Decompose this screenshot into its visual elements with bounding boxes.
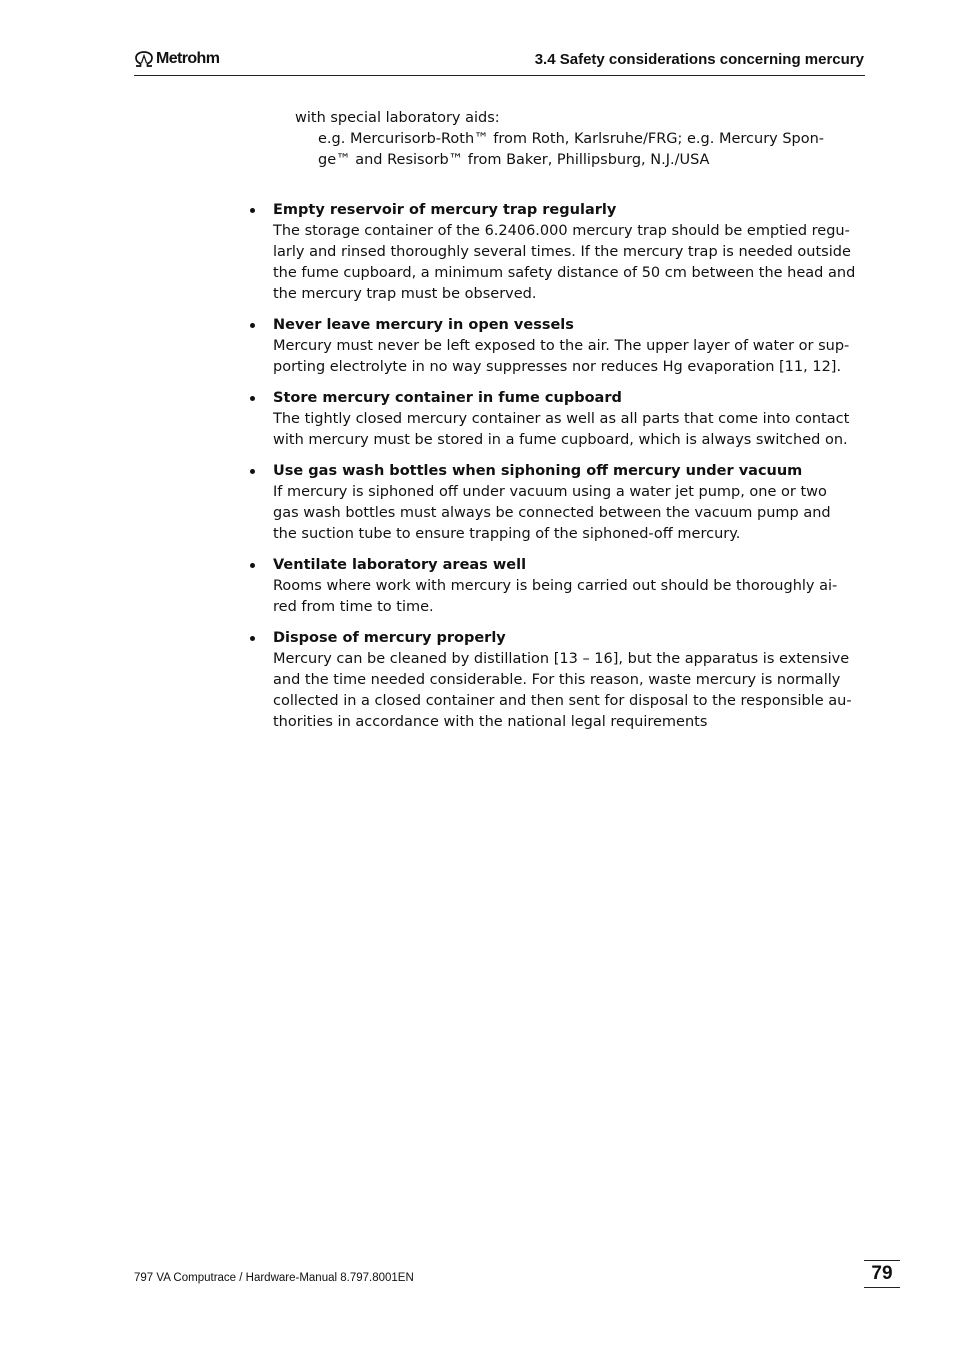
intro-line: ge™ and Resisorb™ from Baker, Phillipsburg, N.J./USA xyxy=(318,152,710,168)
bullet-title: Never leave mercury in open vessels xyxy=(273,317,574,333)
intro-line: e.g. Mercurisorb-Roth™ from Roth, Karlsruhe/FRG; e.g. Mercury Spon- xyxy=(318,131,825,147)
bullet-dot xyxy=(250,563,255,568)
bullet-dot xyxy=(250,208,255,213)
bullet-line: the fume cupboard, a minimum safety distance of 50 cm between the head and xyxy=(273,265,856,281)
bullet-line: red from time to time. xyxy=(273,599,434,615)
bullet-line: thorities in accordance with the national legal requirements xyxy=(273,714,708,730)
bullet-line: gas wash bottles must always be connected between the vacuum pump and xyxy=(273,505,831,521)
list-item xyxy=(249,555,869,618)
section-title: 3.4 Safety considerations concerning mercury xyxy=(534,51,864,68)
bullet-line: with mercury must be stored in a fume cupboard, which is always switched on. xyxy=(273,432,848,448)
bullet-title: Empty reservoir of mercury trap regularly xyxy=(273,202,617,218)
page-number: 79 xyxy=(864,1260,900,1288)
bullet-line: If mercury is siphoned off under vacuum using a water jet pump, one or two xyxy=(273,484,827,500)
bullet-title: Dispose of mercury properly xyxy=(273,630,506,646)
intro-block xyxy=(295,108,865,171)
metrohm-logo xyxy=(134,50,219,68)
bullet-line: porting electrolyte in no way suppresses nor reduces Hg evaporation [11, 12]. xyxy=(273,359,842,375)
bullet-line: larly and rinsed thoroughly several times. If the mercury trap is needed outside xyxy=(273,244,851,260)
safety-bullet-list xyxy=(249,200,869,743)
bullet-title: Ventilate laboratory areas well xyxy=(273,557,527,573)
bullet-dot xyxy=(250,323,255,328)
bullet-line: Rooms where work with mercury is being carried out should be thoroughly ai- xyxy=(273,578,838,594)
bullet-dot xyxy=(250,636,255,641)
list-item xyxy=(249,200,869,305)
bullet-line: Mercury can be cleaned by distillation [13 – 16], but the apparatus is extensive xyxy=(273,651,850,667)
intro-line: with special laboratory aids: xyxy=(295,110,500,126)
bullet-dot xyxy=(250,469,255,474)
list-item xyxy=(249,628,869,733)
bullet-line: and the time needed considerable. For this reason, waste mercury is normally xyxy=(273,672,841,688)
footer-manual-text: 797 VA Computrace / Hardware-Manual 8.797.8001EN xyxy=(134,1272,414,1284)
bullet-title: Store mercury container in fume cupboard xyxy=(273,390,622,406)
logo-text: Metrohm xyxy=(156,50,220,67)
list-item xyxy=(249,388,869,451)
bullet-title: Use gas wash bottles when siphoning off mercury under vacuum xyxy=(273,463,803,479)
page-header xyxy=(134,47,865,76)
list-item xyxy=(249,315,869,378)
bullet-line: Mercury must never be left exposed to the air. The upper layer of water or sup- xyxy=(273,338,850,354)
bullet-line: the suction tube to ensure trapping of the siphoned-off mercury. xyxy=(273,526,741,542)
bullet-line: collected in a closed container and then sent for disposal to the responsible au- xyxy=(273,693,852,709)
bullet-line: The storage container of the 6.2406.000 mercury trap should be emptied regu- xyxy=(273,223,850,239)
bullet-line: the mercury trap must be observed. xyxy=(273,286,537,302)
list-item xyxy=(249,461,869,545)
bullet-dot xyxy=(250,396,255,401)
metrohm-omega-icon xyxy=(134,51,154,67)
bullet-line: The tightly closed mercury container as well as all parts that come into contact xyxy=(273,411,850,427)
